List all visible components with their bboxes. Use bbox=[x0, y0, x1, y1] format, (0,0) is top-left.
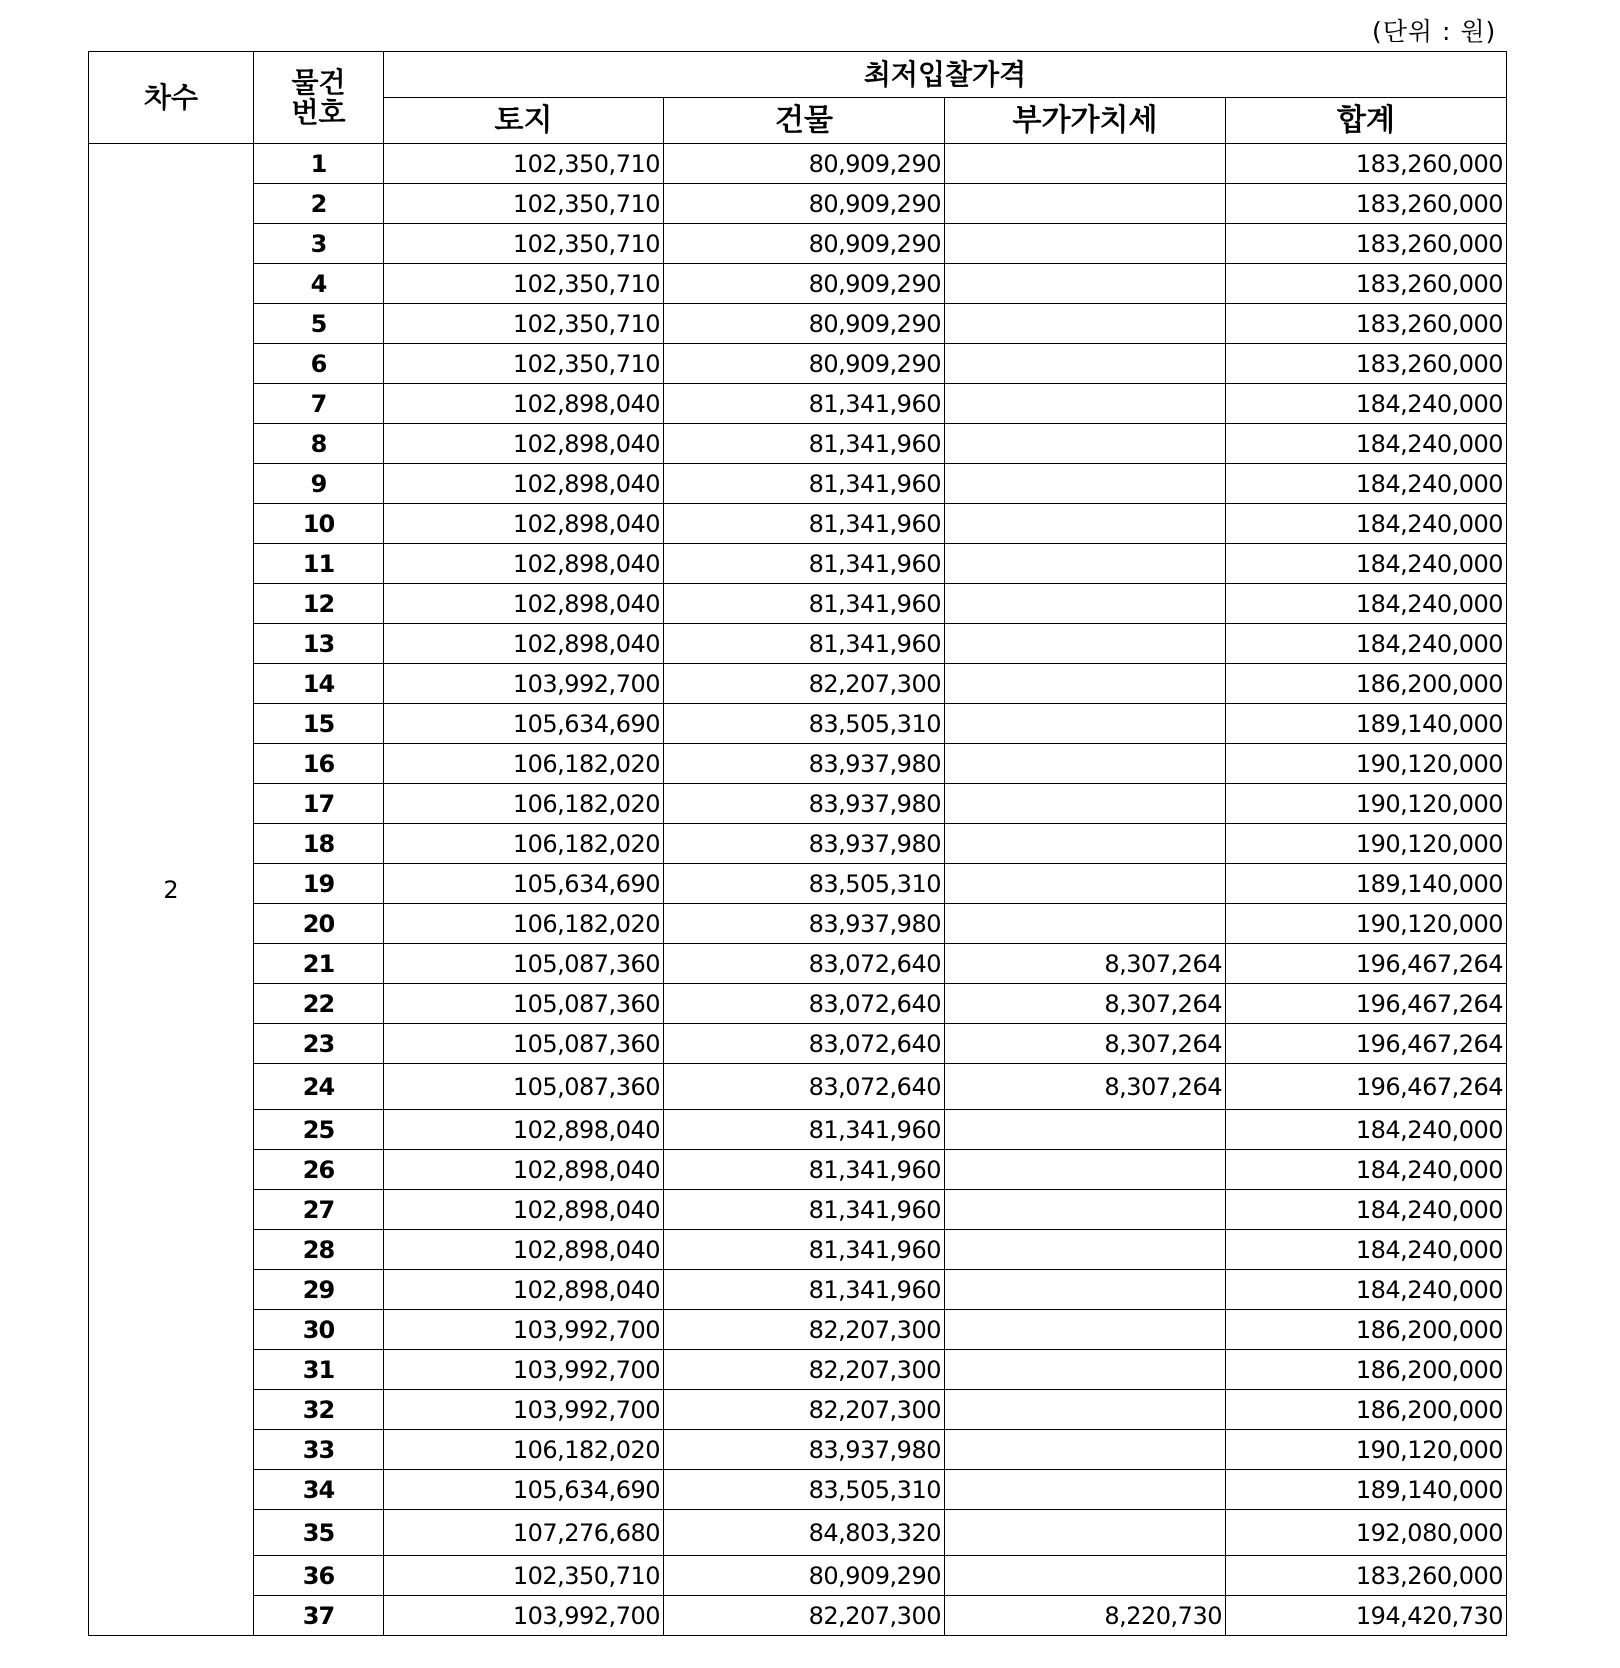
total-price-cell: 184,240,000 bbox=[1226, 624, 1507, 664]
land-price-cell: 102,898,040 bbox=[384, 1230, 664, 1270]
item-number-cell: 35 bbox=[254, 1510, 384, 1556]
item-number-cell: 32 bbox=[254, 1390, 384, 1430]
table-row bbox=[89, 784, 1507, 824]
vat-cell bbox=[945, 1430, 1226, 1470]
land-price-cell: 103,992,700 bbox=[384, 1390, 664, 1430]
item-number-cell: 21 bbox=[254, 944, 384, 984]
building-price-cell: 80,909,290 bbox=[664, 224, 945, 264]
building-price-cell: 83,937,980 bbox=[664, 1430, 945, 1470]
table-row bbox=[89, 184, 1507, 224]
total-price-cell: 184,240,000 bbox=[1226, 384, 1507, 424]
total-price-cell: 186,200,000 bbox=[1226, 664, 1507, 704]
total-price-cell: 186,200,000 bbox=[1226, 1390, 1507, 1430]
vat-cell: 8,307,264 bbox=[945, 944, 1226, 984]
header-total: 합계 bbox=[1226, 98, 1507, 144]
table-row bbox=[89, 464, 1507, 504]
table-row bbox=[89, 224, 1507, 264]
total-price-cell: 194,420,730 bbox=[1226, 1596, 1507, 1636]
table-row bbox=[89, 1110, 1507, 1150]
item-number-cell: 9 bbox=[254, 464, 384, 504]
total-price-cell: 184,240,000 bbox=[1226, 584, 1507, 624]
vat-cell bbox=[945, 584, 1226, 624]
total-price-cell: 190,120,000 bbox=[1226, 824, 1507, 864]
total-price-cell: 190,120,000 bbox=[1226, 1430, 1507, 1470]
building-price-cell: 82,207,300 bbox=[664, 1596, 945, 1636]
item-number-cell: 30 bbox=[254, 1310, 384, 1350]
total-price-cell: 184,240,000 bbox=[1226, 464, 1507, 504]
building-price-cell: 80,909,290 bbox=[664, 184, 945, 224]
total-price-cell: 189,140,000 bbox=[1226, 704, 1507, 744]
vat-cell bbox=[945, 1110, 1226, 1150]
item-number-cell: 15 bbox=[254, 704, 384, 744]
vat-cell bbox=[945, 1390, 1226, 1430]
table-row bbox=[89, 1350, 1507, 1390]
table-row bbox=[89, 304, 1507, 344]
table-row bbox=[89, 1310, 1507, 1350]
building-price-cell: 83,505,310 bbox=[664, 1470, 945, 1510]
table-row bbox=[89, 264, 1507, 304]
land-price-cell: 106,182,020 bbox=[384, 1430, 664, 1470]
item-number-cell: 23 bbox=[254, 1024, 384, 1064]
land-price-cell: 102,898,040 bbox=[384, 584, 664, 624]
building-price-cell: 81,341,960 bbox=[664, 1230, 945, 1270]
total-price-cell: 183,260,000 bbox=[1226, 184, 1507, 224]
item-number-cell: 29 bbox=[254, 1270, 384, 1310]
building-price-cell: 83,072,640 bbox=[664, 1024, 945, 1064]
land-price-cell: 105,634,690 bbox=[384, 1470, 664, 1510]
land-price-cell: 103,992,700 bbox=[384, 1596, 664, 1636]
building-price-cell: 82,207,300 bbox=[664, 1310, 945, 1350]
building-price-cell: 81,341,960 bbox=[664, 504, 945, 544]
total-price-cell: 192,080,000 bbox=[1226, 1510, 1507, 1556]
table-row bbox=[89, 544, 1507, 584]
vat-cell bbox=[945, 1310, 1226, 1350]
building-price-cell: 80,909,290 bbox=[664, 1556, 945, 1596]
total-price-cell: 189,140,000 bbox=[1226, 864, 1507, 904]
land-price-cell: 102,898,040 bbox=[384, 1110, 664, 1150]
item-number-cell: 5 bbox=[254, 304, 384, 344]
vat-cell bbox=[945, 624, 1226, 664]
land-price-cell: 106,182,020 bbox=[384, 824, 664, 864]
table-row bbox=[89, 1190, 1507, 1230]
item-number-cell: 33 bbox=[254, 1430, 384, 1470]
vat-cell bbox=[945, 224, 1226, 264]
item-number-cell: 6 bbox=[254, 344, 384, 384]
building-price-cell: 83,072,640 bbox=[664, 944, 945, 984]
total-price-cell: 183,260,000 bbox=[1226, 1556, 1507, 1596]
building-price-cell: 80,909,290 bbox=[664, 264, 945, 304]
building-price-cell: 82,207,300 bbox=[664, 664, 945, 704]
land-price-cell: 102,898,040 bbox=[384, 624, 664, 664]
building-price-cell: 83,937,980 bbox=[664, 784, 945, 824]
land-price-cell: 105,634,690 bbox=[384, 864, 664, 904]
building-price-cell: 81,341,960 bbox=[664, 624, 945, 664]
table-row bbox=[89, 1596, 1507, 1636]
vat-cell bbox=[945, 344, 1226, 384]
land-price-cell: 102,898,040 bbox=[384, 384, 664, 424]
table-body bbox=[89, 144, 1507, 1636]
land-price-cell: 102,350,710 bbox=[384, 344, 664, 384]
total-price-cell: 183,260,000 bbox=[1226, 304, 1507, 344]
total-price-cell: 196,467,264 bbox=[1226, 1064, 1507, 1110]
vat-cell: 8,307,264 bbox=[945, 1024, 1226, 1064]
item-number-cell: 8 bbox=[254, 424, 384, 464]
vat-cell bbox=[945, 784, 1226, 824]
total-price-cell: 186,200,000 bbox=[1226, 1350, 1507, 1390]
table-row bbox=[89, 1470, 1507, 1510]
total-price-cell: 184,240,000 bbox=[1226, 504, 1507, 544]
item-number-cell: 13 bbox=[254, 624, 384, 664]
table-row bbox=[89, 1510, 1507, 1556]
building-price-cell: 83,937,980 bbox=[664, 824, 945, 864]
total-price-cell: 183,260,000 bbox=[1226, 264, 1507, 304]
building-price-cell: 80,909,290 bbox=[664, 144, 945, 184]
total-price-cell: 196,467,264 bbox=[1226, 1024, 1507, 1064]
table-row bbox=[89, 704, 1507, 744]
vat-cell bbox=[945, 1270, 1226, 1310]
land-price-cell: 102,350,710 bbox=[384, 184, 664, 224]
building-price-cell: 81,341,960 bbox=[664, 464, 945, 504]
building-price-cell: 83,937,980 bbox=[664, 904, 945, 944]
vat-cell bbox=[945, 504, 1226, 544]
table-row bbox=[89, 1024, 1507, 1064]
building-price-cell: 80,909,290 bbox=[664, 304, 945, 344]
vat-cell: 8,307,264 bbox=[945, 984, 1226, 1024]
vat-cell bbox=[945, 184, 1226, 224]
vat-cell bbox=[945, 1150, 1226, 1190]
total-price-cell: 183,260,000 bbox=[1226, 144, 1507, 184]
total-price-cell: 186,200,000 bbox=[1226, 1310, 1507, 1350]
item-number-cell: 7 bbox=[254, 384, 384, 424]
total-price-cell: 183,260,000 bbox=[1226, 344, 1507, 384]
header-item-no-label: 물건 번호 bbox=[291, 66, 346, 129]
vat-cell bbox=[945, 1350, 1226, 1390]
vat-cell bbox=[945, 264, 1226, 304]
vat-cell bbox=[945, 704, 1226, 744]
table-row bbox=[89, 824, 1507, 864]
total-price-cell: 196,467,264 bbox=[1226, 984, 1507, 1024]
item-number-cell: 16 bbox=[254, 744, 384, 784]
item-number-cell: 31 bbox=[254, 1350, 384, 1390]
vat-cell bbox=[945, 144, 1226, 184]
table-row bbox=[89, 424, 1507, 464]
item-number-cell: 22 bbox=[254, 984, 384, 1024]
total-price-cell: 184,240,000 bbox=[1226, 424, 1507, 464]
land-price-cell: 102,350,710 bbox=[384, 264, 664, 304]
land-price-cell: 102,350,710 bbox=[384, 304, 664, 344]
item-number-cell: 37 bbox=[254, 1596, 384, 1636]
table-row bbox=[89, 584, 1507, 624]
total-price-cell: 190,120,000 bbox=[1226, 744, 1507, 784]
total-price-cell: 184,240,000 bbox=[1226, 1110, 1507, 1150]
header-building: 건물 bbox=[664, 98, 945, 144]
vat-cell bbox=[945, 424, 1226, 464]
land-price-cell: 105,087,360 bbox=[384, 944, 664, 984]
building-price-cell: 83,505,310 bbox=[664, 704, 945, 744]
item-number-cell: 3 bbox=[254, 224, 384, 264]
table-row bbox=[89, 1430, 1507, 1470]
land-price-cell: 107,276,680 bbox=[384, 1510, 664, 1556]
vat-cell bbox=[945, 1190, 1226, 1230]
total-price-cell: 183,260,000 bbox=[1226, 224, 1507, 264]
vat-cell bbox=[945, 1230, 1226, 1270]
item-number-cell: 1 bbox=[254, 144, 384, 184]
header-round: 차수 bbox=[89, 52, 254, 144]
item-number-cell: 14 bbox=[254, 664, 384, 704]
building-price-cell: 83,072,640 bbox=[664, 1064, 945, 1110]
item-number-cell: 26 bbox=[254, 1150, 384, 1190]
item-number-cell: 19 bbox=[254, 864, 384, 904]
table-row bbox=[89, 984, 1507, 1024]
building-price-cell: 84,803,320 bbox=[664, 1510, 945, 1556]
item-number-cell: 36 bbox=[254, 1556, 384, 1596]
table-row bbox=[89, 864, 1507, 904]
item-number-cell: 4 bbox=[254, 264, 384, 304]
vat-cell bbox=[945, 904, 1226, 944]
total-price-cell: 184,240,000 bbox=[1226, 1150, 1507, 1190]
building-price-cell: 81,341,960 bbox=[664, 544, 945, 584]
table-row bbox=[89, 344, 1507, 384]
building-price-cell: 81,341,960 bbox=[664, 584, 945, 624]
building-price-cell: 81,341,960 bbox=[664, 1270, 945, 1310]
table-row bbox=[89, 904, 1507, 944]
land-price-cell: 105,087,360 bbox=[384, 1064, 664, 1110]
land-price-cell: 106,182,020 bbox=[384, 744, 664, 784]
vat-cell bbox=[945, 464, 1226, 504]
building-price-cell: 83,072,640 bbox=[664, 984, 945, 1024]
building-price-cell: 82,207,300 bbox=[664, 1350, 945, 1390]
total-price-cell: 184,240,000 bbox=[1226, 1190, 1507, 1230]
vat-cell bbox=[945, 1470, 1226, 1510]
building-price-cell: 81,341,960 bbox=[664, 1110, 945, 1150]
table-row bbox=[89, 144, 1507, 184]
table-row bbox=[89, 504, 1507, 544]
vat-cell bbox=[945, 544, 1226, 584]
vat-cell bbox=[945, 1556, 1226, 1596]
item-number-cell: 28 bbox=[254, 1230, 384, 1270]
vat-cell bbox=[945, 824, 1226, 864]
vat-cell bbox=[945, 384, 1226, 424]
item-number-cell: 2 bbox=[254, 184, 384, 224]
table-row bbox=[89, 1390, 1507, 1430]
item-number-cell: 20 bbox=[254, 904, 384, 944]
header-land: 토지 bbox=[384, 98, 664, 144]
land-price-cell: 103,992,700 bbox=[384, 1350, 664, 1390]
vat-cell bbox=[945, 744, 1226, 784]
header-row-1 bbox=[89, 52, 1507, 98]
land-price-cell: 106,182,020 bbox=[384, 904, 664, 944]
building-price-cell: 81,341,960 bbox=[664, 1150, 945, 1190]
header-min-bid-price: 최저입찰가격 bbox=[384, 52, 1507, 98]
land-price-cell: 102,898,040 bbox=[384, 544, 664, 584]
land-price-cell: 102,898,040 bbox=[384, 1190, 664, 1230]
item-number-cell: 11 bbox=[254, 544, 384, 584]
unit-note: (단위 : 원) bbox=[1372, 17, 1497, 46]
vat-cell bbox=[945, 864, 1226, 904]
table-row bbox=[89, 1230, 1507, 1270]
round-cell: 2 bbox=[89, 144, 254, 1636]
item-number-cell: 10 bbox=[254, 504, 384, 544]
land-price-cell: 102,350,710 bbox=[384, 224, 664, 264]
building-price-cell: 81,341,960 bbox=[664, 424, 945, 464]
total-price-cell: 184,240,000 bbox=[1226, 544, 1507, 584]
item-number-cell: 27 bbox=[254, 1190, 384, 1230]
land-price-cell: 103,992,700 bbox=[384, 1310, 664, 1350]
total-price-cell: 189,140,000 bbox=[1226, 1470, 1507, 1510]
total-price-cell: 184,240,000 bbox=[1226, 1230, 1507, 1270]
total-price-cell: 190,120,000 bbox=[1226, 784, 1507, 824]
land-price-cell: 103,992,700 bbox=[384, 664, 664, 704]
table-row bbox=[89, 1270, 1507, 1310]
building-price-cell: 80,909,290 bbox=[664, 344, 945, 384]
price-table bbox=[88, 51, 1507, 1636]
table-row bbox=[89, 624, 1507, 664]
header-item-no bbox=[254, 52, 384, 144]
building-price-cell: 81,341,960 bbox=[664, 384, 945, 424]
vat-cell bbox=[945, 1510, 1226, 1556]
building-price-cell: 81,341,960 bbox=[664, 1190, 945, 1230]
vat-cell: 8,307,264 bbox=[945, 1064, 1226, 1110]
table-row bbox=[89, 384, 1507, 424]
land-price-cell: 102,898,040 bbox=[384, 424, 664, 464]
land-price-cell: 105,087,360 bbox=[384, 984, 664, 1024]
building-price-cell: 82,207,300 bbox=[664, 1390, 945, 1430]
item-number-cell: 25 bbox=[254, 1110, 384, 1150]
table-row bbox=[89, 1064, 1507, 1110]
total-price-cell: 184,240,000 bbox=[1226, 1270, 1507, 1310]
table-row bbox=[89, 944, 1507, 984]
land-price-cell: 105,087,360 bbox=[384, 1024, 664, 1064]
table-row bbox=[89, 1556, 1507, 1596]
land-price-cell: 105,634,690 bbox=[384, 704, 664, 744]
total-price-cell: 190,120,000 bbox=[1226, 904, 1507, 944]
item-number-cell: 24 bbox=[254, 1064, 384, 1110]
land-price-cell: 102,350,710 bbox=[384, 144, 664, 184]
land-price-cell: 102,898,040 bbox=[384, 1150, 664, 1190]
total-price-cell: 196,467,264 bbox=[1226, 944, 1507, 984]
item-number-cell: 18 bbox=[254, 824, 384, 864]
table-row bbox=[89, 664, 1507, 704]
item-number-cell: 12 bbox=[254, 584, 384, 624]
vat-cell bbox=[945, 664, 1226, 704]
item-number-cell: 17 bbox=[254, 784, 384, 824]
land-price-cell: 106,182,020 bbox=[384, 784, 664, 824]
building-price-cell: 83,505,310 bbox=[664, 864, 945, 904]
header-vat: 부가가치세 bbox=[945, 98, 1226, 144]
land-price-cell: 102,898,040 bbox=[384, 464, 664, 504]
land-price-cell: 102,898,040 bbox=[384, 504, 664, 544]
item-number-cell: 34 bbox=[254, 1470, 384, 1510]
land-price-cell: 102,898,040 bbox=[384, 1270, 664, 1310]
table-row bbox=[89, 1150, 1507, 1190]
building-price-cell: 83,937,980 bbox=[664, 744, 945, 784]
vat-cell: 8,220,730 bbox=[945, 1596, 1226, 1636]
land-price-cell: 102,350,710 bbox=[384, 1556, 664, 1596]
vat-cell bbox=[945, 304, 1226, 344]
table-row bbox=[89, 744, 1507, 784]
